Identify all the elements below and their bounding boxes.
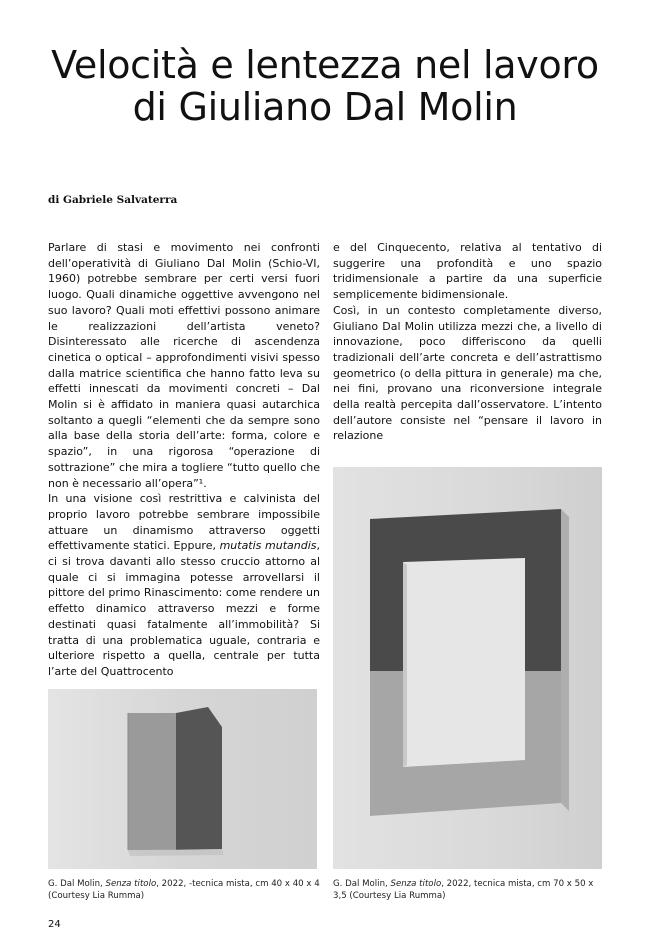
page-number: 24	[48, 919, 61, 930]
caption-left-prefix: G. Dal Molin,	[48, 879, 106, 889]
artwork-large-illustration	[333, 467, 602, 869]
caption-right	[333, 878, 605, 902]
author-byline: di Gabriele Salvaterra	[48, 194, 178, 206]
artwork-photo-large	[333, 467, 602, 869]
caption-left-suffix: , 2022, -tecnica mista, cm 40 x 40 x 4 (Courtesy Lia Rumma)	[48, 879, 320, 901]
artwork-small-illustration	[48, 689, 317, 869]
caption-right-prefix: G. Dal Molin,	[333, 879, 391, 889]
article-title	[0, 44, 650, 128]
caption-right-title: Senza titolo	[390, 879, 442, 889]
paragraph-4: Così, in un contesto completamente diverso, Giuliano Dal Molin utilizza mezzi che, a livello di innovazione, poco differiscono da quelli tradizionali dell’arte concreta e dell’astrattismo geometrico (o della pittura in generale) ma che, nei fini, provano una riconversione integrale della realtà percepita dall’osservatore. L’intento dell’autore consiste nel “pensare il lavoro in relazione	[333, 303, 602, 443]
title-line-2: di Giuliano Dal Molin	[132, 85, 518, 129]
paragraph-1: Parlare di stasi e movimento nei confronti dell’operatività di Giuliano Dal Molin (Schio-VI, 1960) potrebbe sembrare per certi versi fuori luogo. Quali dinamiche oggettive avvengono nel suo lavoro? Quali moti effettivi possono animare le realizzazioni dell’artista veneto? Disinteressato alle ricerche di ascendenza cinetica o optical – approfondimenti visivi spesso dalla matrice scientifica che hanno fatto leva su effetti innescati da movimenti concreti – Dal Molin si è affidato in maniera quasi autarchica soltanto a quegli “elementi che da sempre sono alla base della storia dell’arte: forma, colore e spazio”, in una rigorosa “operazione di sottrazione” che mira a togliere “tutto quello che non è necessario all’opera”¹.	[48, 241, 320, 490]
artwork-photo-small	[48, 689, 317, 869]
title-line-1: Velocità e lentezza nel lavoro	[51, 43, 599, 87]
caption-left-title: Senza titolo	[105, 879, 157, 889]
paragraph-2	[48, 491, 320, 679]
paragraph-3: e del Cinquecento, relativa al tentativo di suggerire una profondità e uno spazio tridimensionale a partire da una superficie semplicemente bidimensionale.	[333, 241, 602, 302]
latin-phrase: mutatis mutandis	[219, 539, 317, 553]
body-column-left	[48, 240, 320, 680]
caption-right-suffix: , 2022, tecnica mista, cm 70 x 50 x 3,5 (Courtesy Lia Rumma)	[333, 879, 594, 901]
caption-left	[48, 878, 320, 902]
paragraph-2-text-b: , ci si trova davanti allo stesso cruccio attorno al quale ci si immagina potesse arrovellarsi il pittore del primo Rinascimento: come rendere un effetto dinamico attraverso mezzi e forme destinati quasi fatalmente all’immobilità? Si tratta di una problematica uguale, contraria e ulteriore rispetto a quella, centrale per tutta l’arte del Quattrocento	[48, 539, 320, 678]
paragraph-2-text-a: In una visione così restrittiva e calvinista del proprio lavoro potrebbe sembrare impossibile attuare un dinamismo attraverso oggetti effettivamente statici. Eppure,	[48, 492, 320, 553]
body-column-right	[333, 240, 602, 444]
